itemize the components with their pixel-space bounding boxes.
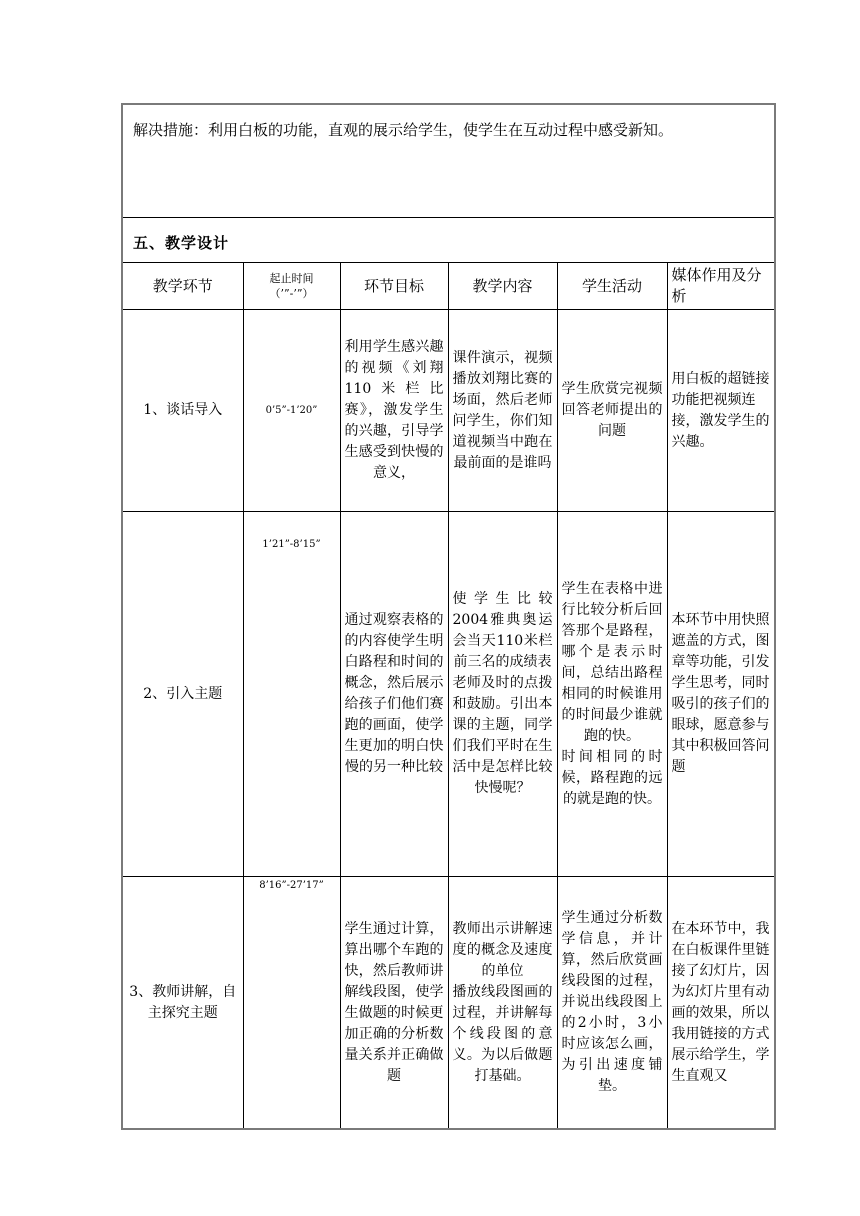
header-stage: 教学环节: [123, 263, 243, 310]
table-row: [123, 512, 774, 877]
row-content: 课件演示，视频播放刘翔比赛的场面，然后老师问学生，你们知道视频当中跑在最前面的是谁吗: [448, 310, 557, 512]
row-content: 使学生比较2004雅典奥运会当天110米栏前三名的成绩表 老师及时的点拨和鼓励。引出本课的主题，同学们我们平时在生活中是怎样比较快慢呢？: [448, 512, 557, 877]
row-activity: 学生通过分析数学信息，并计算，然后欣赏画线段图的过程，并说出线段图上的2小时，3小时应该怎么画，为引出速度铺垫。: [557, 877, 667, 1129]
row-media: 用白板的超链接功能把视频连接，激发学生的兴趣。: [667, 310, 774, 512]
table-header-row: [123, 263, 774, 310]
section-title: 五、教学设计: [123, 218, 774, 263]
header-goal: 环节目标: [340, 263, 448, 310]
table-row: [123, 877, 774, 1129]
row-activity: 学生在表格中进行比较分析后回答那个是路程，哪个是表示时间，总结出路程相同的时候谁用的时间最少谁就跑的快。 时间相同的时候，路程跑的远的就是跑的快。: [557, 512, 667, 877]
solution-measures: 解决措施：利用白板的功能，直观的展示给学生，使学生在互动过程中感受新知。: [123, 105, 774, 218]
row-media: 在本环节中，我在白板课件里链接了幻灯片，因为幻灯片里有动画的效果，所以我用链接的方式展示给学生，学生直观又: [667, 877, 774, 1129]
header-time-line1: 起止时间: [269, 272, 314, 285]
row-stage: 2、引入主题: [123, 512, 243, 877]
row-stage: 1、谈话导入: [123, 310, 243, 512]
row-stage: 3、教师讲解，自主探究主题: [123, 877, 243, 1129]
document-table-frame: [121, 103, 776, 1130]
row-time: 8’16”-27’17”: [243, 877, 340, 1129]
teaching-design-table: [123, 263, 774, 1128]
row-media: 本环节中用快照遮盖的方式，图章等功能，引发学生思考，同时吸引的孩子们的眼球，愿意参与其中积极回答问题: [667, 512, 774, 877]
header-time: [243, 263, 340, 310]
row-goal: 通过观察表格的的内容使学生明白路程和时间的概念，然后展示给孩子们他们赛跑的画面，使学生更加的明白快慢的另一种比较: [340, 512, 448, 877]
row-content: 教师出示讲解速度的概念及速度的单位 播放线段图画的过程，并讲解每个线段图的意义。为以后做题打基础。: [448, 877, 557, 1129]
header-media: 媒体作用及分析: [667, 263, 774, 310]
row-activity: 学生欣赏完视频回答老师提出的问题: [557, 310, 667, 512]
header-time-line2: （’”-’”）: [269, 287, 314, 300]
table-row: [123, 310, 774, 512]
row-time: 0’5”-1’20”: [243, 310, 340, 512]
header-activity: 学生活动: [557, 263, 667, 310]
header-content: 教学内容: [448, 263, 557, 310]
row-goal: 利用学生感兴趣的视频《刘翔110米栏比赛》，激发学生的兴趣，引导学生感受到快慢的意义，: [340, 310, 448, 512]
row-time: 1’21”-8’15”: [243, 512, 340, 877]
row-goal: 学生通过计算，算出哪个车跑的快，然后教师讲解线段图，使学生做题的时候更加正确的分析数量关系并正确做题: [340, 877, 448, 1129]
